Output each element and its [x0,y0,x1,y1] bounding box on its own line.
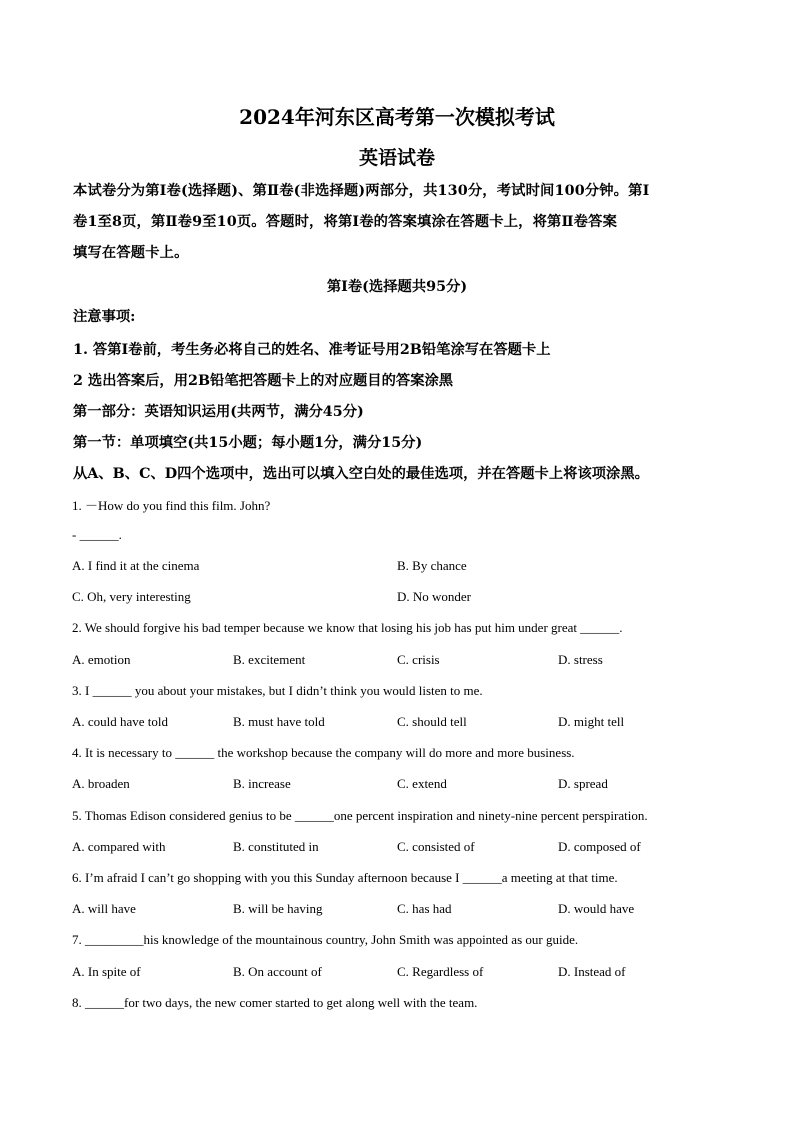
notes-heading: 注意事项: [73,309,136,325]
option-d: D. Instead of [558,964,626,979]
option-c: C. has had [397,901,452,916]
option-a: A. I find it at the cinema [72,558,200,573]
option-a: A. In spite of [72,964,141,979]
option-d: D. No wonder [397,589,472,604]
option-c: C. Oh, very interesting [72,589,191,604]
note-item: 1. 答第Ⅰ卷前，考生务必将自己的姓名、准考证号用2B铅笔涂写在答题卡上 [73,342,551,358]
intro-line: 填写在答题卡上。 [73,245,189,261]
volume-title: 第Ⅰ卷(选择题共95分) [326,279,468,295]
option-d: D. spread [558,776,608,791]
exam-subtitle: 英语试卷 [358,147,435,169]
exam-intro [73,176,723,269]
question-stem: 8. ______for two days, the new comer started to get along well with the team. [72,995,478,1010]
question-stem: 5. Thomas Edison considered genius to be ______one percent inspiration and ninety-nine percent perspiration. [72,808,648,823]
intro-line: 本试卷分为第Ⅰ卷(选择题)、第Ⅱ卷(非选择题)两部分，共130分，考试时间100分钟。第Ⅰ [73,183,650,199]
option-b: B. On account of [233,964,322,979]
option-b: B. constituted in [233,839,319,854]
note-item: 2 选出答案后，用2B铅笔把答题卡上的对应题目的答案涂黑 [73,373,454,389]
option-a: A. could have told [72,714,169,729]
option-b: B. must have told [233,714,325,729]
question-stem: 2. We should forgive his bad temper because we know that losing his job has put him under great ______. [72,620,623,635]
section-heading: 第一节：单项填空(共15小题；每小题1分，满分15分) [73,435,423,451]
option-d: D. might tell [558,714,625,729]
question-stem: 7. _________his knowledge of the mountainous country, John Smith was appointed as our guide. [72,932,579,947]
question-stem: 6. I’m afraid I can’t go shopping with you this Sunday afternoon because I ______a meeting at that time. [72,870,618,885]
instruction-text: 从A、B、C、D四个选项中，选出可以填入空白处的最佳选项，并在答题卡上将该项涂黑。 [73,466,649,482]
option-c: C. Regardless of [397,964,484,979]
option-a: A. will have [72,901,136,916]
option-d: D. composed of [558,839,641,854]
question-stem: 1. －How do you find this film. John? [72,498,271,513]
question-answer-line: - ______. [72,527,122,542]
option-c: C. consisted of [397,839,475,854]
exam-title: 2024年河东区高考第一次模拟考试 [239,105,555,129]
option-c: C. crisis [397,652,440,667]
option-b: B. increase [233,776,291,791]
option-d: D. stress [558,652,603,667]
option-b: B. excitement [233,652,306,667]
option-b: B. By chance [397,558,467,573]
option-a: A. broaden [72,776,130,791]
question-stem: 3. I ______ you about your mistakes, but I didn’t think you would listen to me. [72,683,483,698]
option-c: C. should tell [397,714,467,729]
option-b: B. will be having [233,901,323,916]
option-c: C. extend [397,776,447,791]
option-a: A. compared with [72,839,166,854]
option-d: D. would have [558,901,635,916]
option-a: A. emotion [72,652,131,667]
part-heading: 第一部分：英语知识运用(共两节，满分45分) [73,404,364,420]
intro-line: 卷1至8页，第Ⅱ卷9至10页。答题时，将第Ⅰ卷的答案填涂在答题卡上，将第Ⅱ卷答案 [73,214,618,230]
question-stem: 4. It is necessary to ______ the workshop because the company will do more and more business. [72,745,575,760]
